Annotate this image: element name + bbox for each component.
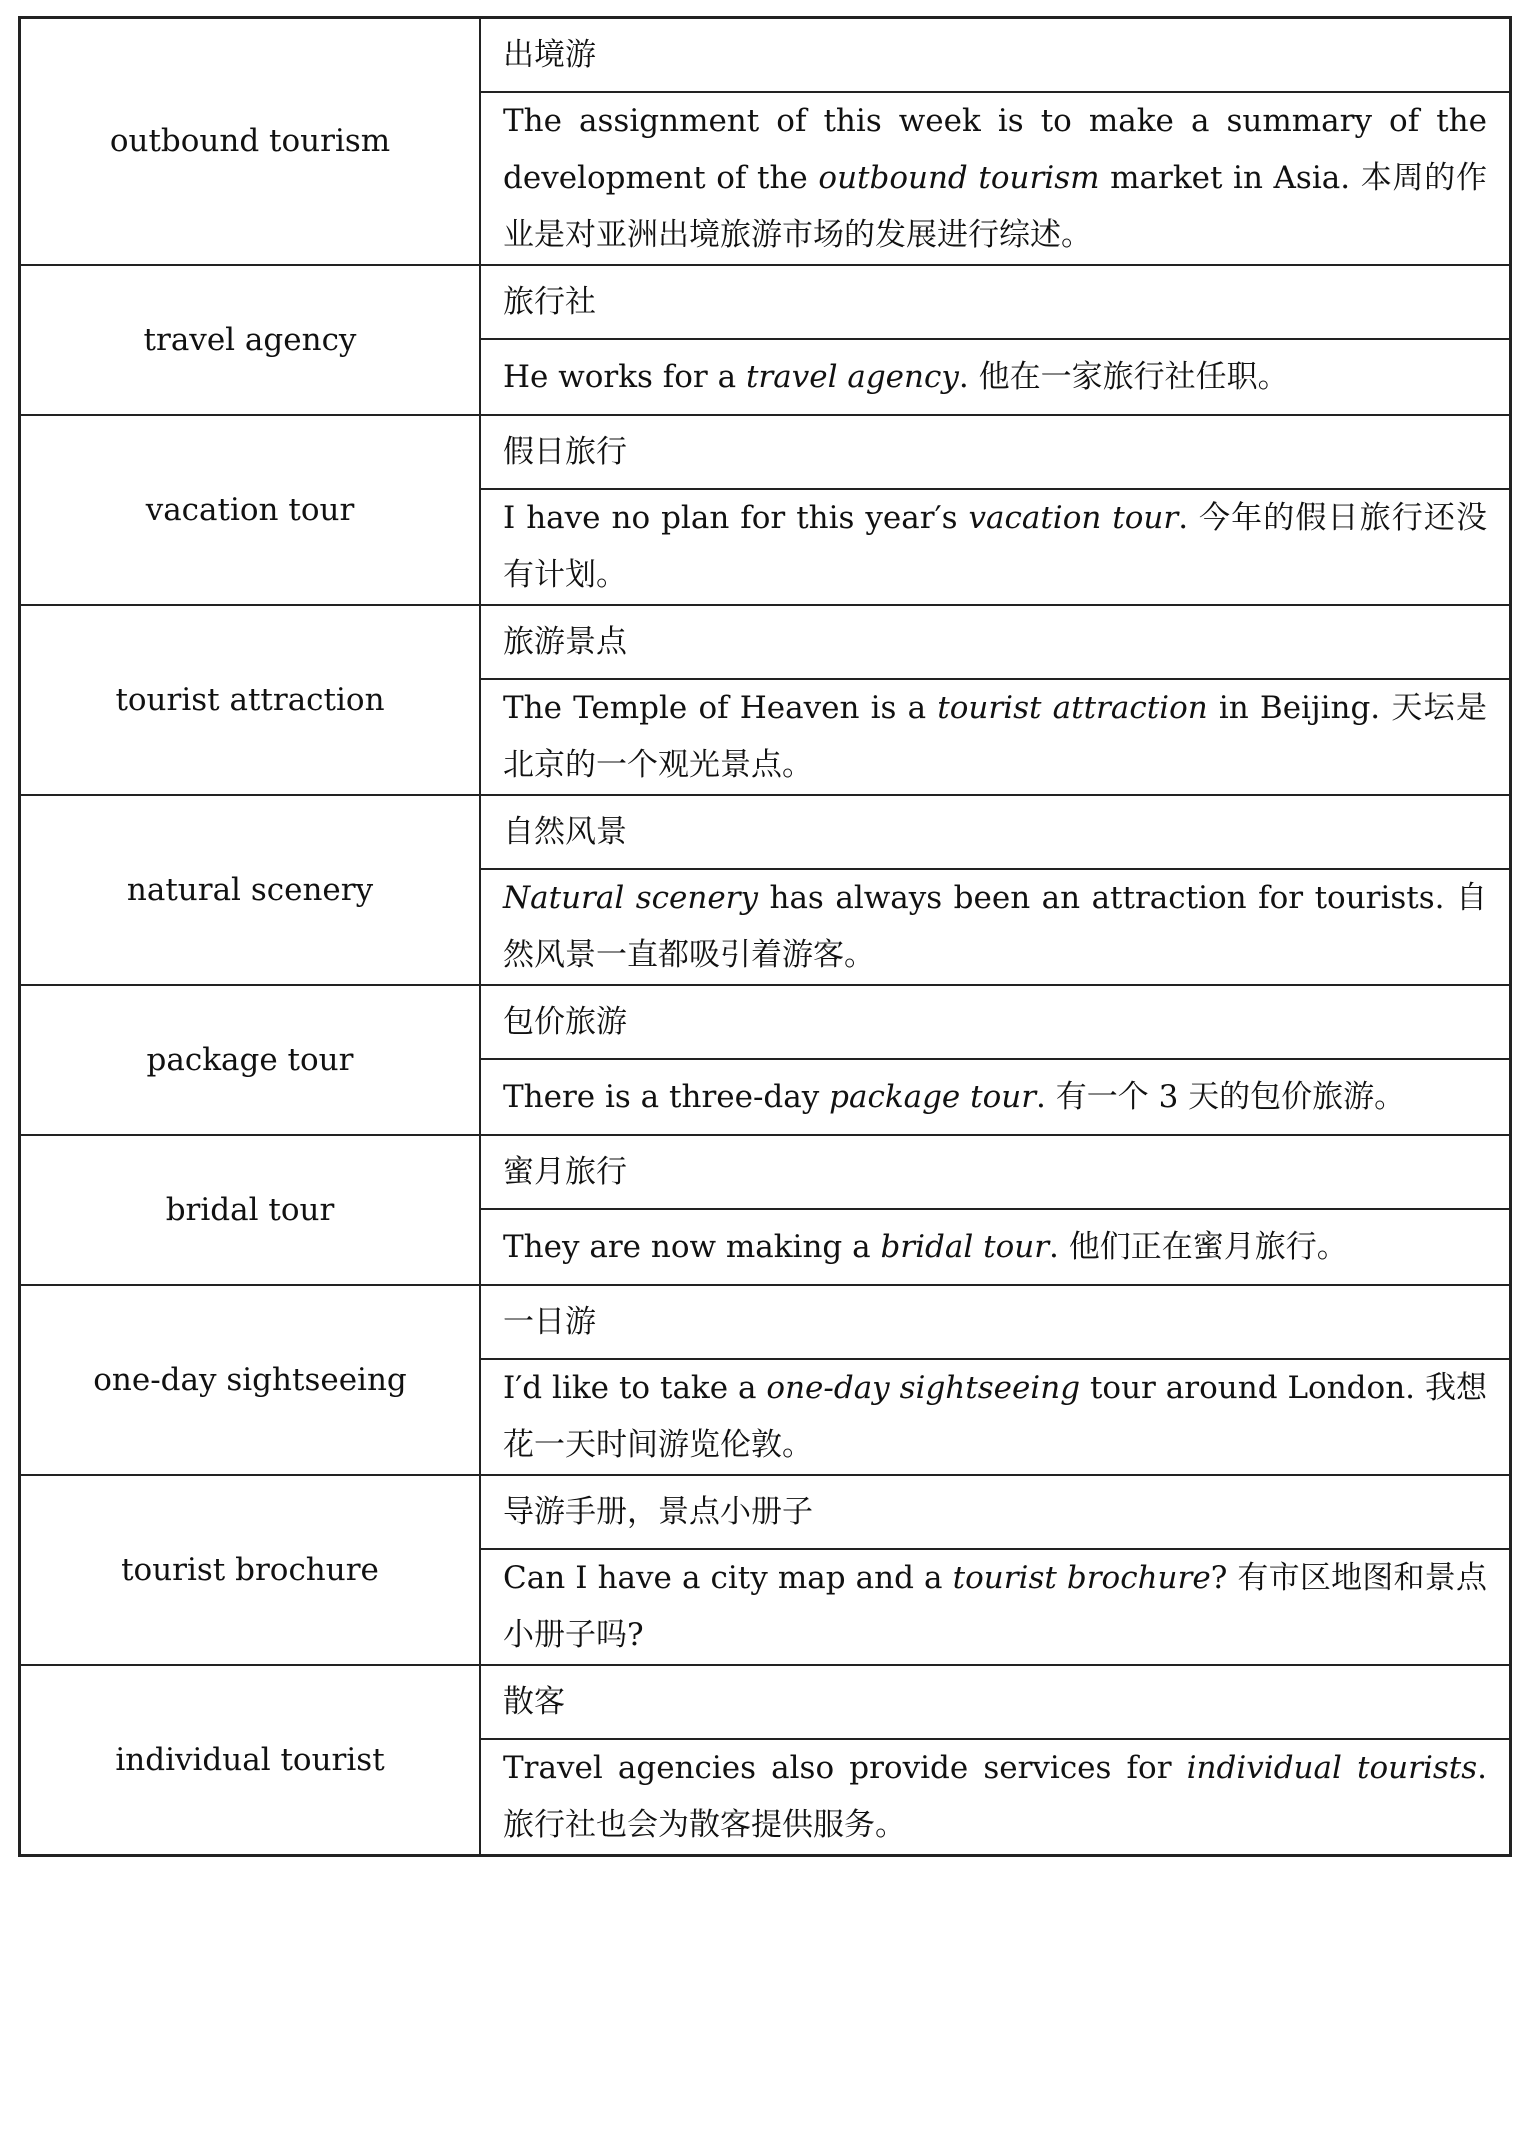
example-text: The assignment of this week is to make a summary of the development of the <box>503 103 1487 196</box>
example-term: one-day sightseeing <box>766 1370 1081 1406</box>
example-text: . 他们正在蜜月旅行。 <box>1049 1228 1348 1265</box>
example-text: . 有一个 3 天的包价旅游。 <box>1036 1078 1406 1115</box>
meaning-cell: 一日游 <box>480 1285 1511 1359</box>
example-term: travel agency <box>745 358 959 395</box>
term-cell: tourist brochure <box>20 1475 481 1665</box>
example-text: in Beijing. 天坛是北京的一个观光景点。 <box>503 690 1487 783</box>
meaning-cell: 散客 <box>480 1665 1511 1739</box>
meaning-cell: 旅行社 <box>480 265 1511 339</box>
term-cell: travel agency <box>20 265 481 415</box>
example-cell <box>480 679 1511 795</box>
example-text: market in Asia. 本周的作业是对亚洲出境旅游市场的发展进行综述。 <box>503 160 1487 253</box>
meaning-cell: 自然风景 <box>480 795 1511 869</box>
meaning-cell: 导游手册，景点小册子 <box>480 1475 1511 1549</box>
table-row <box>20 265 1511 339</box>
term-cell: vacation tour <box>20 415 481 605</box>
meaning-cell: 包价旅游 <box>480 985 1511 1059</box>
table-row <box>20 795 1511 869</box>
example-term: Natural scenery <box>503 880 758 916</box>
example-cell <box>480 1359 1511 1475</box>
example-text: I have no plan for this year′s <box>503 500 969 536</box>
example-term: bridal tour <box>880 1228 1050 1265</box>
example-cell <box>480 1059 1511 1135</box>
example-cell <box>480 339 1511 415</box>
example-text: ? 有市区地图和景点小册子吗? <box>503 1560 1487 1653</box>
meaning-cell: 出境游 <box>480 18 1511 93</box>
example-cell <box>480 1549 1511 1665</box>
vocabulary-sheet <box>18 16 1512 1857</box>
example-text: I′d like to take a <box>503 1370 767 1406</box>
term-cell: bridal tour <box>20 1135 481 1285</box>
example-text: . 今年的假日旅行还没有计划。 <box>503 500 1487 593</box>
term-cell: one-day sightseeing <box>20 1285 481 1475</box>
example-term: outbound tourism <box>818 160 1100 196</box>
example-text: . 他在一家旅行社任职。 <box>958 358 1289 395</box>
example-cell <box>480 1209 1511 1285</box>
example-text: Travel agencies also provide services for <box>503 1750 1187 1786</box>
example-text: He works for a <box>503 358 746 395</box>
table-row <box>20 1285 1511 1359</box>
table-row <box>20 605 1511 679</box>
term-cell: tourist attraction <box>20 605 481 795</box>
vocabulary-table <box>18 16 1512 1857</box>
table-row <box>20 1475 1511 1549</box>
example-term: tourist brochure <box>952 1560 1211 1596</box>
meaning-cell: 蜜月旅行 <box>480 1135 1511 1209</box>
example-text: Can I have a city map and a <box>503 1560 953 1596</box>
example-text: . 旅行社也会为散客提供服务。 <box>503 1750 1487 1843</box>
example-text: tour around London. 我想花一天时间游览伦敦。 <box>503 1370 1488 1463</box>
table-row <box>20 415 1511 489</box>
example-term: package tour <box>829 1078 1037 1115</box>
term-cell: natural scenery <box>20 795 481 985</box>
term-cell: individual tourist <box>20 1665 481 1856</box>
example-term: individual tourists <box>1186 1750 1478 1786</box>
term-cell: outbound tourism <box>20 18 481 266</box>
example-cell <box>480 1739 1511 1856</box>
table-row <box>20 1665 1511 1739</box>
meaning-cell: 假日旅行 <box>480 415 1511 489</box>
table-row <box>20 18 1511 93</box>
meaning-cell: 旅游景点 <box>480 605 1511 679</box>
example-cell <box>480 489 1511 605</box>
term-cell: package tour <box>20 985 481 1135</box>
example-cell <box>480 869 1511 985</box>
example-term: tourist attraction <box>937 690 1208 726</box>
example-text: has always been an attraction for tourists. 自然风景一直都吸引着游客。 <box>503 880 1488 973</box>
example-text: There is a three-day <box>503 1078 830 1115</box>
example-text: The Temple of Heaven is a <box>503 690 938 726</box>
table-row <box>20 985 1511 1059</box>
table-row <box>20 1135 1511 1209</box>
example-text: They are now making a <box>503 1228 881 1265</box>
example-term: vacation tour <box>968 500 1179 536</box>
example-cell <box>480 92 1511 265</box>
